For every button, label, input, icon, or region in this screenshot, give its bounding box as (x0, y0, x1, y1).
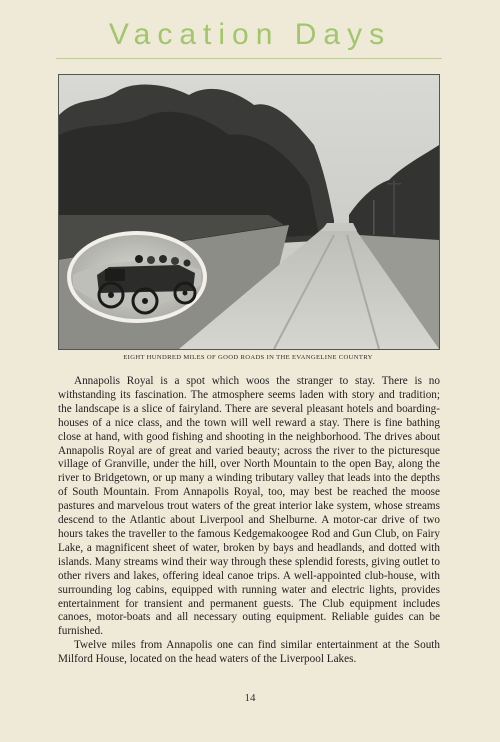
article-body (58, 375, 440, 667)
open-touring-car-photo (67, 231, 207, 323)
photo-caption: EIGHT HUNDRED MILES OF GOOD ROADS IN THE EVANGELINE COUNTRY (123, 354, 373, 361)
header-rule (56, 58, 442, 59)
tree-lined-dirt-road-photo (59, 75, 439, 349)
road-photograph (58, 74, 440, 350)
body-paragraph: Annapolis Royal is a spot which woos the stranger to stay. There is no withstanding its fascination. The atmosphere seems laden with story and tradition; the landscape is a slice of fairyland. There are several pleasant hotels and boarding-houses of a nice class, and the town will well reward a stay. There is fine bathing close at hand, with good fishing and shooting in the neighborhood. The drives about Annapolis Royal are of great and varied beauty; across the river to the picturesque village of Granville, under the hill, over North Mountain to the open Bay, along the river to Bridgetown, or up many a winding tributary valley that leads into the depths of South Mountain. From Annapolis Royal, too, may best be reached the moose pastures and marvelous trout waters of the great interior lake system, whose streams descend to the Atlantic about Liverpool and Shelburne. A motor-car drive of two hours takes the traveller to the famous Kedgemakoogee Rod and Gun Club, on Fairy Lake, a magnificent sheet of water, broken by bays and headlands, and dotted with islands. Many streams wind their way through these splendid forests, giving outlet to other rivers and lakes, offering ideal canoe trips. A well-appointed club-house, with surrounding log cabins, equipped with running water and electric lights, provides entertainment for transient and permanent guests. The Club equipment includes canoes, motor-boats and all necessary outing equipment. Reliable guides can be furnished. (58, 375, 440, 638)
page-number: 14 (244, 692, 256, 704)
body-paragraph: Twelve miles from Annapolis one can find similar entertainment at the South Milford House, located on the head waters of the Liverpool Lakes. (58, 639, 440, 666)
running-header-title: Vacation Days (108, 18, 392, 51)
